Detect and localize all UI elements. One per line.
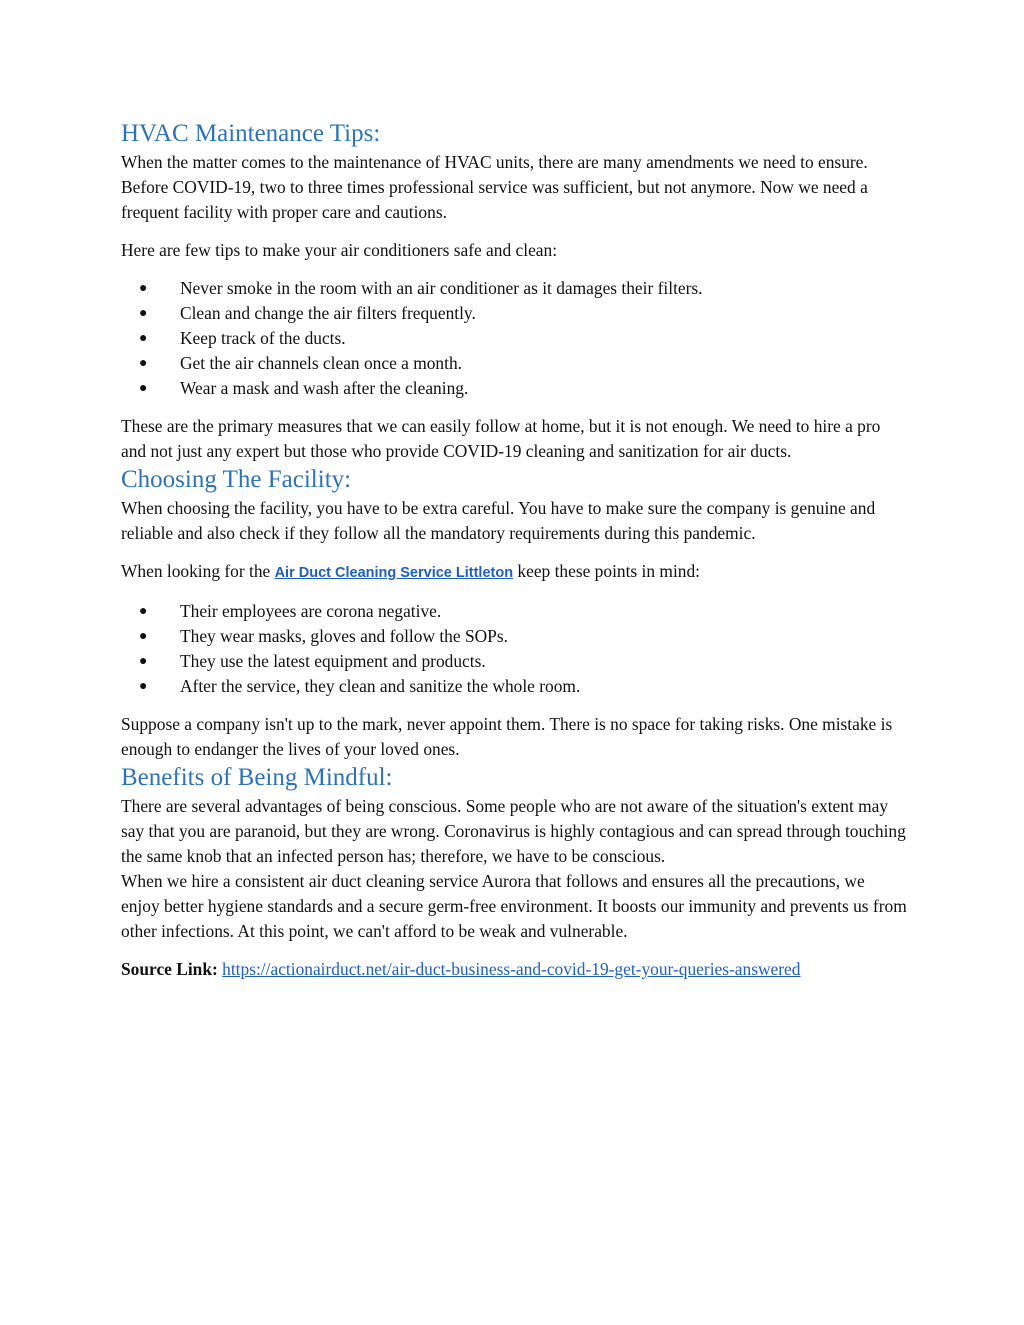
list-maintenance-tips <box>121 276 907 401</box>
paragraph-tips-lead: Here are few tips to make your air conditioners safe and clean: <box>121 240 558 260</box>
list-item: ● They use the latest equipment and products. <box>121 649 907 674</box>
list-item: ● Never smoke in the room with an air conditioner as it damages their filters. <box>121 276 907 301</box>
heading-hvac-maintenance-tips: HVAC Maintenance Tips: <box>121 120 381 147</box>
list-item: ● Clean and change the air filters frequently. <box>121 301 907 326</box>
list-item: ● Wear a mask and wash after the cleaning. <box>121 376 907 401</box>
source-line <box>121 957 907 982</box>
heading-benefits-of-being-mindful: Benefits of Being Mindful: <box>121 764 393 791</box>
list-item: ● Their employees are corona negative. <box>121 599 907 624</box>
paragraph-maintenance-intro: When the matter comes to the maintenance of HVAC units, there are many amendments we need to ensure. Before COVID-19, two to three times professional service was sufficient, but not anymore. Now we need a frequent facility with proper care and cautions. <box>121 152 868 222</box>
paragraph-advantages: There are several advantages of being conscious. Some people who are not aware of the situation's extent may say that you are paranoid, but they are wrong. Coronavirus is highly contagious and can spread through touching the same knob that an infected person has; therefore, we have to be conscious. <box>121 796 906 866</box>
bullet-icon: ● <box>139 604 148 619</box>
list-facility-points <box>121 599 907 699</box>
list-item: ● After the service, they clean and sanitize the whole room. <box>121 674 907 699</box>
heading-choosing-the-facility: Choosing The Facility: <box>121 466 352 493</box>
bullet-icon: ● <box>139 331 148 346</box>
list-item: ● Keep track of the ducts. <box>121 326 907 351</box>
paragraph-primary-measures: These are the primary measures that we can easily follow at home, but it is not enough. We need to hire a pro and not just any expert but those who provide COVID-19 cleaning and sanitization for air ducts. <box>121 416 881 461</box>
bullet-icon: ● <box>139 654 148 669</box>
paragraph-consistent-service: When we hire a consistent air duct cleaning service Aurora that follows and ensures all the precautions, we enjoy better hygiene standards and a secure germ-free environment. It boosts our immunity and prevents us from other infections. At this point, we can't afford to be weak and vulnerable. <box>121 871 907 941</box>
bullet-icon: ● <box>139 281 148 296</box>
bullet-icon: ● <box>139 679 148 694</box>
paragraph-not-up-to-mark: Suppose a company isn't up to the mark, never appoint them. There is no space for taking risks. One mistake is enough to endanger the lives of your loved ones. <box>121 714 893 759</box>
bullet-icon: ● <box>139 356 148 371</box>
source-url-link[interactable]: https://actionairduct.net/air-duct-business-and-covid-19-get-your-queries-answered <box>222 959 801 979</box>
document-page <box>121 118 907 995</box>
list-item: ● Get the air channels clean once a month. <box>121 351 907 376</box>
bullet-icon: ● <box>139 306 148 321</box>
list-item: ● They wear masks, gloves and follow the SOPs. <box>121 624 907 649</box>
air-duct-cleaning-littleton-link[interactable]: Air Duct Cleaning Service Littleton <box>274 565 514 581</box>
paragraph-looking-for-lead: When looking for the Air Duct Cleaning Service Littleton keep these points in mind: <box>121 561 701 581</box>
bullet-icon: ● <box>139 629 148 644</box>
source-label: Source Link: <box>121 959 218 979</box>
bullet-icon: ● <box>139 381 148 396</box>
paragraph-choosing-intro: When choosing the facility, you have to be extra careful. You have to make sure the company is genuine and reliable and also check if they follow all the mandatory requirements during this pandemic. <box>121 498 876 543</box>
